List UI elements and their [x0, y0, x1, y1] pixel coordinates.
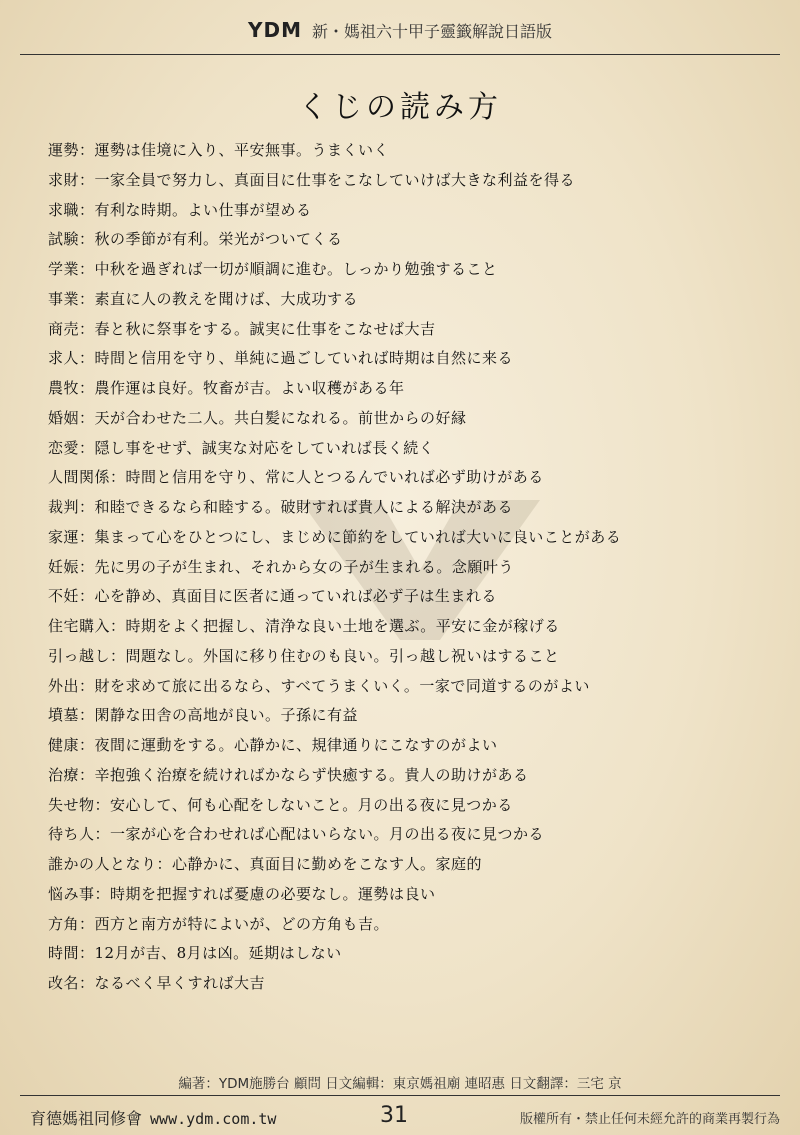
list-item: 人間関係：時間と信用を守り、常に人とつるんでいれば必ず助けがある [48, 468, 544, 487]
list-item: 不妊：心を静め、真面目に医者に通っていれば必ず子は生まれる [48, 587, 497, 606]
footer-divider [20, 1095, 780, 1096]
credits-line: 編著：YDM施勝台 顧問 日文編輯：東京媽祖廟 連昭惠 日文翻譯：三宅 京 [178, 1076, 622, 1092]
list-item: 求財：一家全員で努力し、真面目に仕事をこなしていけば大きな利益を得る [48, 170, 576, 189]
book-title: 新・媽祖六十甲子靈籤解說日語版 [311, 21, 552, 41]
header-divider [20, 54, 780, 55]
reading-list [48, 136, 768, 999]
list-item: 婚姻：天が合わせた二人。共白髪になれる。前世からの好縁 [48, 408, 467, 427]
list-item: 求人：時間と信用を守り、単純に過ごしていれば時期は自然に来る [48, 349, 514, 368]
list-item: 失せ物：安心して、何も心配をしないこと。月の出る夜に見つかる [48, 795, 513, 814]
website-url: www.ydm.com.tw [150, 1110, 277, 1128]
list-item: 方角：西方と南方が特によいが、どの方角も吉。 [48, 914, 390, 933]
list-item: 悩み事：時期を把握すれば憂慮の必要なし。運勢は良い [48, 884, 436, 903]
list-item: 試験：秋の季節が有利。栄光がついてくる [48, 230, 343, 249]
list-item: 引っ越し：問題なし。外国に移り住むのも良い。引っ越し祝いはすること [48, 646, 560, 665]
list-item: 治療：辛抱強く治療を続ければかならず快癒する。貴人の助けがある [48, 765, 529, 784]
list-item: 求職：有利な時期。よい仕事が望める [48, 200, 312, 219]
list-item: 住宅購入：時期をよく把握し、清浄な良い土地を選ぶ。平安に金が稼げる [48, 617, 560, 635]
copyright-notice: 版權所有・禁止任何未經允許的商業再製行為 [519, 1112, 780, 1127]
list-item: 裁判：和睦できるなら和睦する。破財すれば貴人による解決がある [48, 498, 514, 516]
list-item: 家運：集まって心をひとつにし、まじめに節約をしていれば大いに良いことがある [48, 527, 622, 546]
list-item: 商売：春と秋に祭事をする。誠実に仕事をこなせば大吉 [48, 319, 436, 338]
list-item: 墳墓：閑静な田舎の高地が良い。子孫に有益 [48, 706, 359, 725]
list-item: 妊娠：先に男の子が生まれ、それから女の子が生まれる。念願叶う [48, 557, 514, 576]
list-item: 農牧：農作運は良好。牧畜が吉。よい収穫がある年 [48, 379, 405, 397]
page-header [0, 14, 800, 46]
list-item: 恋愛：隠し事をせず、誠実な対応をしていれば長く続く [48, 438, 435, 457]
list-item: 外出：財を求めて旅に出るなら、すべてうまくいく。一家で同道するのがよい [48, 676, 590, 695]
list-item: 運勢：運勢は佳境に入り、平安無事。うまくいく [48, 141, 390, 159]
page-footer [20, 1103, 780, 1129]
list-item: 誰かの人となり：心静かに、真面目に勤めをこなす人。家庭的 [48, 855, 483, 873]
organization-name: 育德媽祖同修會 [30, 1109, 143, 1128]
list-item: 学業：中秋を過ぎれば一切が順調に進む。しっかり勉強すること [48, 260, 498, 278]
footer-org-block [30, 1106, 276, 1129]
list-item: 待ち人：一家が心を合わせれば心配はいらない。月の出る夜に見つかる [48, 825, 545, 844]
list-item: 健康：夜間に運動をする。心静かに、規律通りにこなすのがよい [48, 736, 498, 754]
list-item: 改名：なるべく早くすれば大吉 [48, 974, 266, 992]
page-number: 31 [380, 1103, 408, 1128]
list-item: 時間：12月が吉、8月は凶。延期はしない [48, 944, 342, 963]
list-item: 事業：素直に人の教えを聞けば、大成功する [48, 289, 359, 308]
ydm-logo: YDM [247, 18, 302, 42]
page-title: くじの読み方 [298, 90, 502, 125]
